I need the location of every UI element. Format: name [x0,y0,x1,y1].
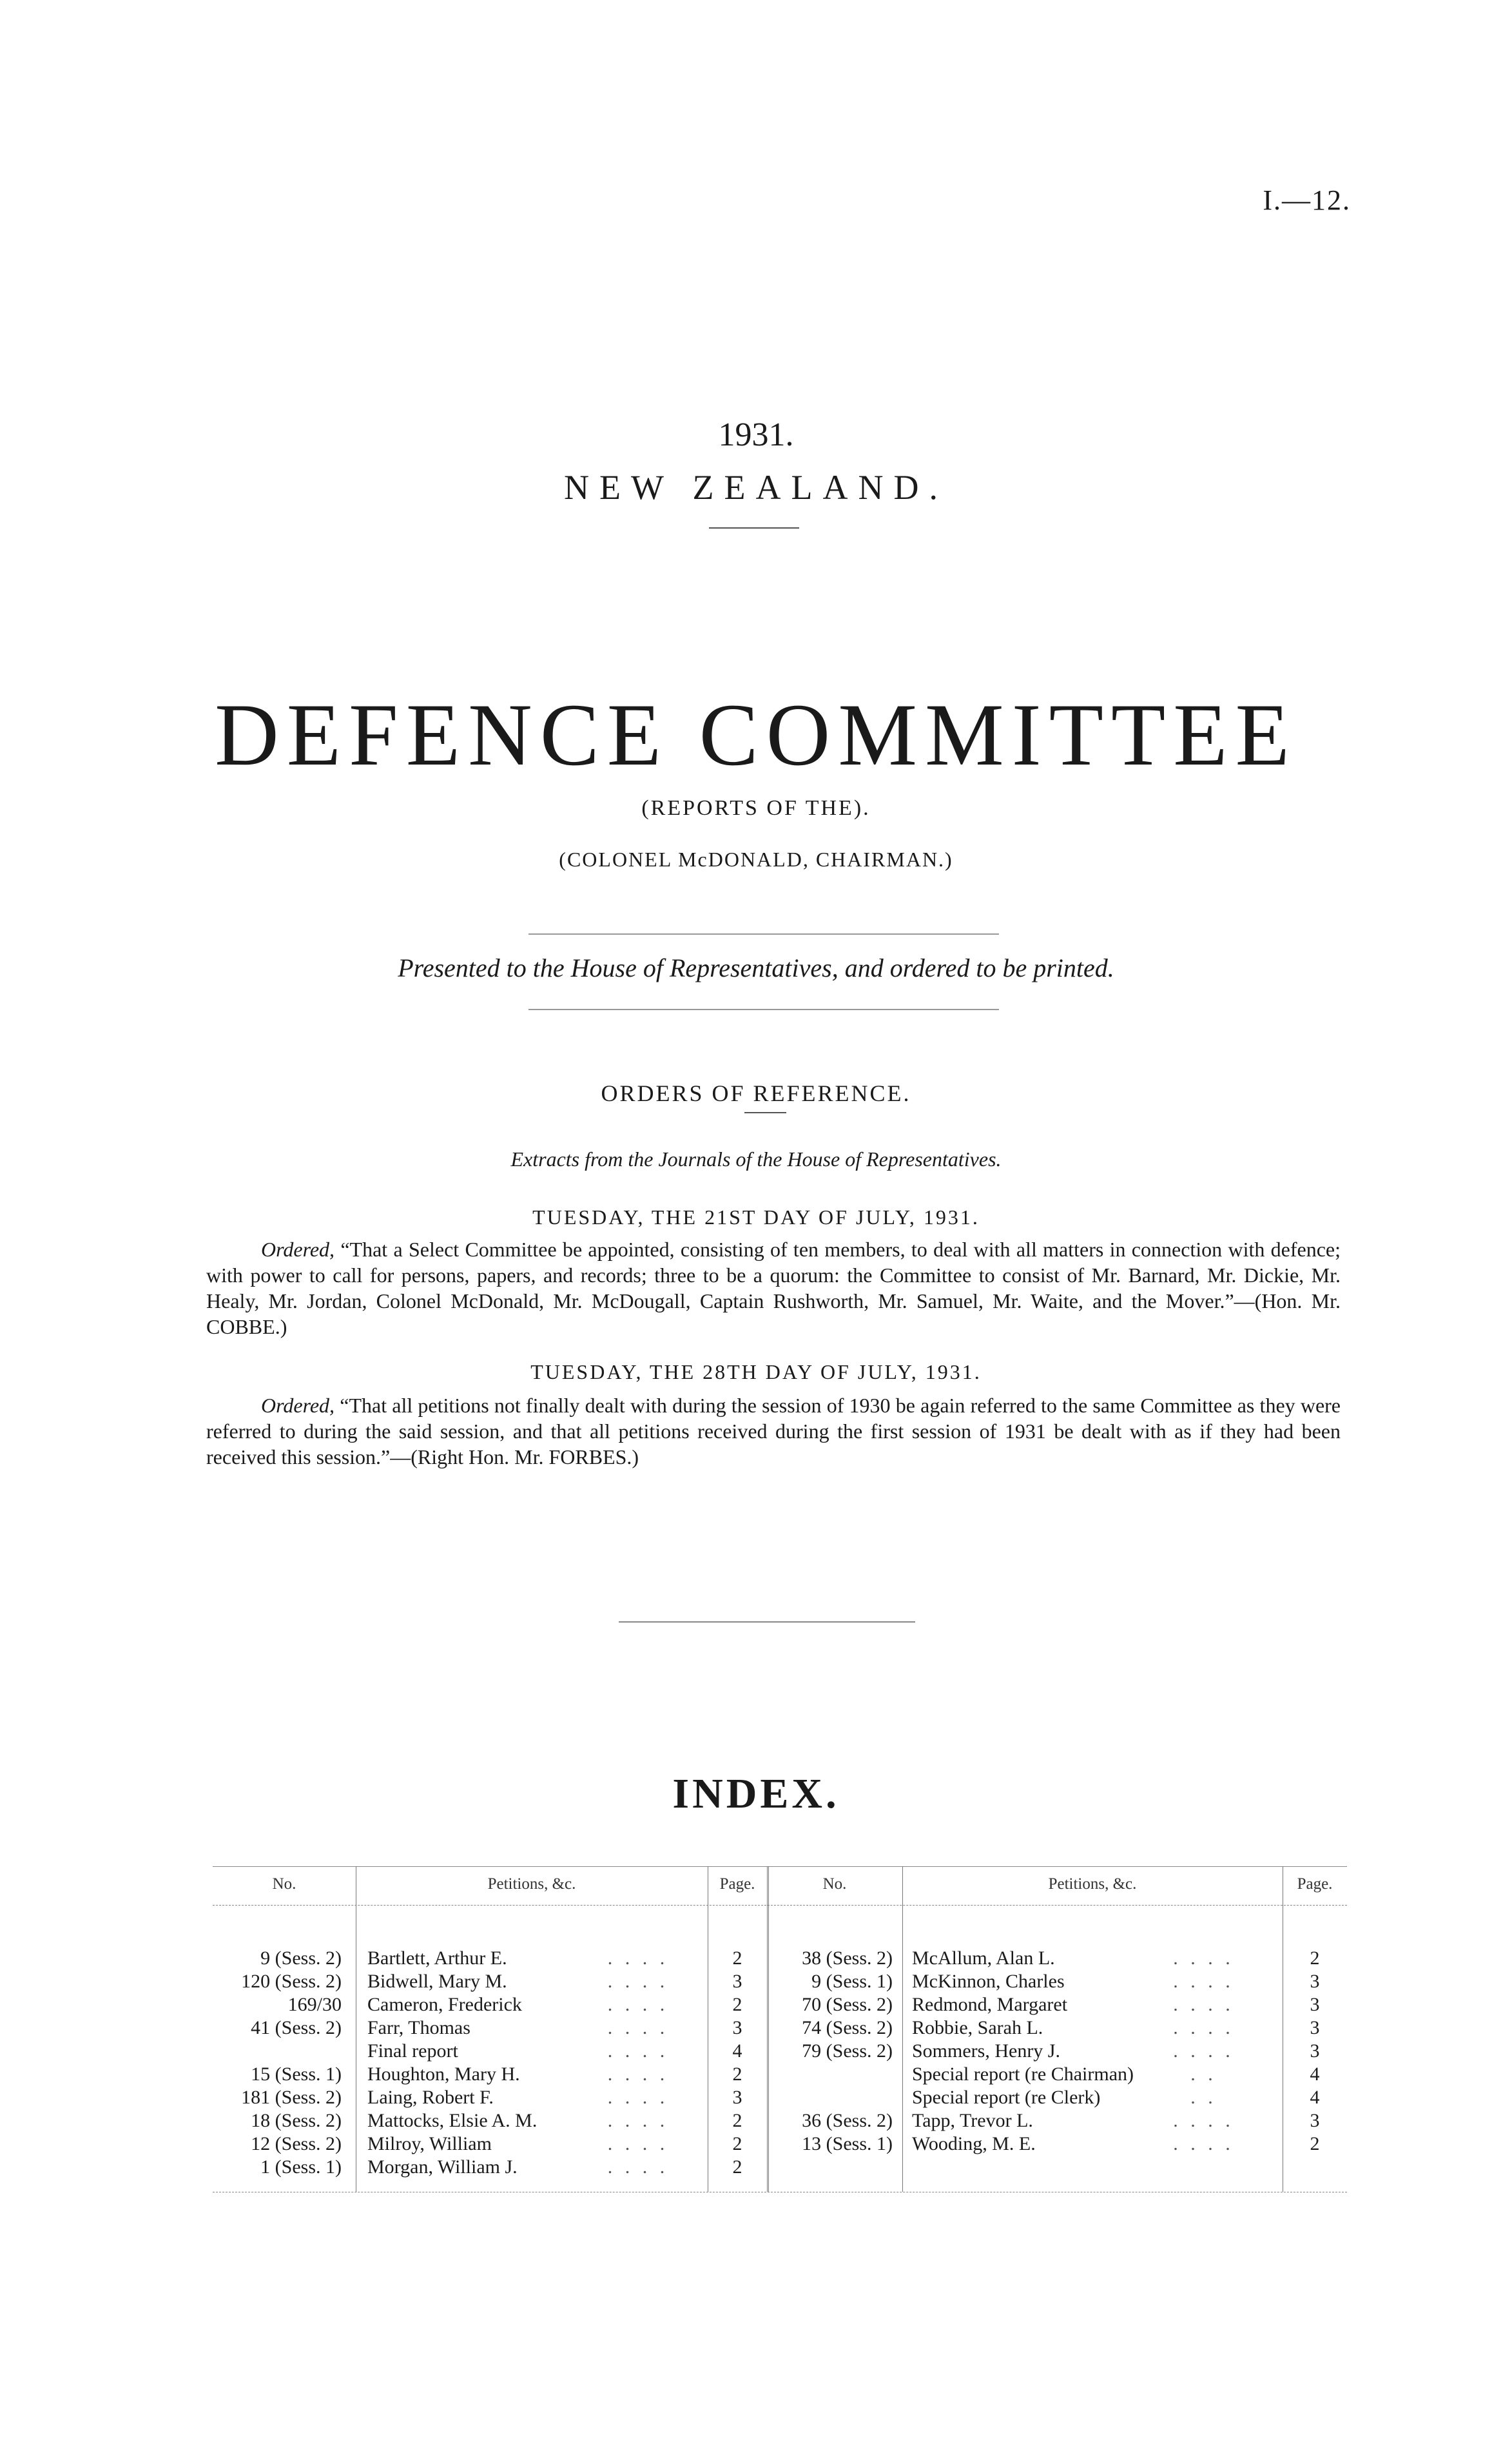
index-page: 3 [1310,1971,1320,1992]
document-title: DEFENCE COMMITTEE [215,685,1297,784]
column-header-petitions: Petitions, &c. [1048,1875,1137,1893]
index-page: 4 [1310,2064,1320,2085]
column-header-no: No. [822,1875,847,1893]
index-page: 4 [732,2040,742,2062]
index-page: 4 [1310,2087,1320,2108]
index-page: 3 [1310,2040,1320,2062]
index-page: 3 [1310,2017,1320,2038]
index-page: 2 [732,1947,742,1969]
index-name: Special report (re Chairman) [912,2064,1134,2085]
index-heading: INDEX. [672,1770,840,1817]
document-reference: I.—12. [1263,184,1351,216]
index-no [767,2086,893,2109]
extracts-line: Extracts from the Journals of the House of Representatives. [510,1147,1002,1171]
index-no: 181 (Sess. 2) [241,2087,342,2108]
document-subtitle: (REPORTS OF THE). [641,796,871,820]
index-no: 36 (Sess. 2) [802,2110,893,2131]
index-no: 79 (Sess. 2) [802,2040,893,2062]
index-no [213,2040,342,2063]
left-page-column [708,1947,767,2179]
index-name: Farr, Thomas [367,2017,470,2038]
index-name: Cameron, Frederick [367,1994,522,2015]
order-paragraph [206,1392,1341,1470]
index-no: 74 (Sess. 2) [802,2017,893,2038]
index-name: Bartlett, Arthur E. [367,1947,507,1969]
index-page: 2 [1310,2133,1320,2154]
column-header-no: No. [272,1875,296,1893]
column-divider [902,1866,903,2192]
presented-line: Presented to the House of Representatives, and ordered to be printed. [398,953,1114,982]
order-text: “That all petitions not finally dealt with during the session of 1930 be again referred to the same Committee as they were referred to during the said session, and that all petitions received during the first session of 1931 be dealt with as if they had been received this session.”—(Right Hon. Mr. FORBES.) [206,1394,1341,1468]
index-no: 41 (Sess. 2) [251,2017,342,2038]
table-rule [213,1905,1347,1906]
leader-dots: . . . . . . . . . . . . . . . . . . . . . . . . . . . . . . . . . . . . . . . . [607,1947,669,2178]
country-heading: NEW ZEALAND. [564,468,948,507]
order-text: “That a Select Committee be appointed, consisting of ten members, to deal with all matters in connection with defence; with power to call for persons, papers, and records; three to be a quorum: the Committee to consist of Mr. Barnard, Mr. Dickie, Mr. Healy, Mr. Jordan, Colonel McDonald, Mr. McDougall, Captain Rushworth, Mr. Samuel, Mr. Waite, and the Mover.”—(Hon. Mr. COBBE.) [206,1238,1341,1338]
index-page: 2 [1310,1947,1320,1969]
index-name: Special report (re Clerk) [912,2087,1101,2108]
index-name: Bidwell, Mary M. [367,1971,507,1992]
index-no: 12 (Sess. 2) [251,2133,342,2154]
index-page: 3 [1310,1994,1320,2015]
divider-rule [744,1112,786,1113]
index-name: Final report [367,2040,458,2062]
column-header-petitions: Petitions, &c. [487,1875,576,1893]
index-name: Robbie, Sarah L. [912,2017,1043,2038]
index-page: 2 [732,1994,742,2015]
order-paragraph [206,1236,1341,1340]
index-name: Laing, Robert F. [367,2087,494,2108]
index-no: 70 (Sess. 2) [802,1994,893,2015]
right-no-column [767,1947,893,2156]
index-page: 2 [732,2156,742,2178]
index-no: 9 (Sess. 1) [811,1971,893,1992]
divider-rule [709,527,799,529]
index-name: McKinnon, Charles [912,1971,1065,1992]
index-no [767,2063,893,2086]
index-page: 3 [1310,2110,1320,2131]
ordered-label: Ordered, [261,1238,335,1261]
column-header-page: Page. [719,1875,755,1893]
index-no: 18 (Sess. 2) [251,2110,342,2131]
left-no-column [213,1947,342,2179]
leader-dots: . . . . . . . . . . . . . . . . . . . . . . . . . . . . . . . . [1173,1947,1234,2154]
column-header-page: Page. [1297,1875,1333,1893]
index-no: 120 (Sess. 2) [241,1971,342,1992]
index-name: Morgan, William J. [367,2156,518,2178]
order-date: TUESDAY, THE 21ST DAY OF JULY, 1931. [532,1205,980,1229]
index-page: 2 [732,2110,742,2131]
divider-rule [528,1009,999,1010]
index-name: Wooding, M. E. [912,2133,1036,2154]
index-no: 1 (Sess. 1) [260,2156,342,2178]
index-no: 9 (Sess. 2) [260,1947,342,1969]
index-page: 3 [732,1971,742,1992]
index-name: Sommers, Henry J. [912,2040,1060,2062]
index-name: Mattocks, Elsie A. M. [367,2110,538,2131]
index-page: 2 [732,2133,742,2154]
table-rule [213,1866,1347,1867]
index-no: 15 (Sess. 1) [251,2064,342,2085]
index-page: 3 [732,2017,742,2038]
right-page-column [1283,1947,1347,2156]
index-page: 3 [732,2087,742,2108]
index-no: 38 (Sess. 2) [802,1947,893,1969]
year: 1931. [718,416,794,453]
index-no: 169/30 [287,1994,342,2015]
index-name: Tapp, Trevor L. [912,2110,1033,2131]
index-name: Redmond, Margaret [912,1994,1068,2015]
order-date: TUESDAY, THE 28TH DAY OF JULY, 1931. [530,1360,982,1383]
divider-rule [619,1621,915,1623]
orders-of-reference-heading: ORDERS OF REFERENCE. [601,1080,911,1106]
index-page: 2 [732,2064,742,2085]
divider-rule [528,933,999,935]
ordered-label: Ordered, [261,1394,335,1417]
index-name: McAllum, Alan L. [912,1947,1055,1969]
chairman-line: (COLONEL McDONALD, CHAIRMAN.) [559,848,953,871]
index-name: Houghton, Mary H. [367,2064,520,2085]
index-no: 13 (Sess. 1) [802,2133,893,2154]
index-name: Milroy, William [367,2133,492,2154]
